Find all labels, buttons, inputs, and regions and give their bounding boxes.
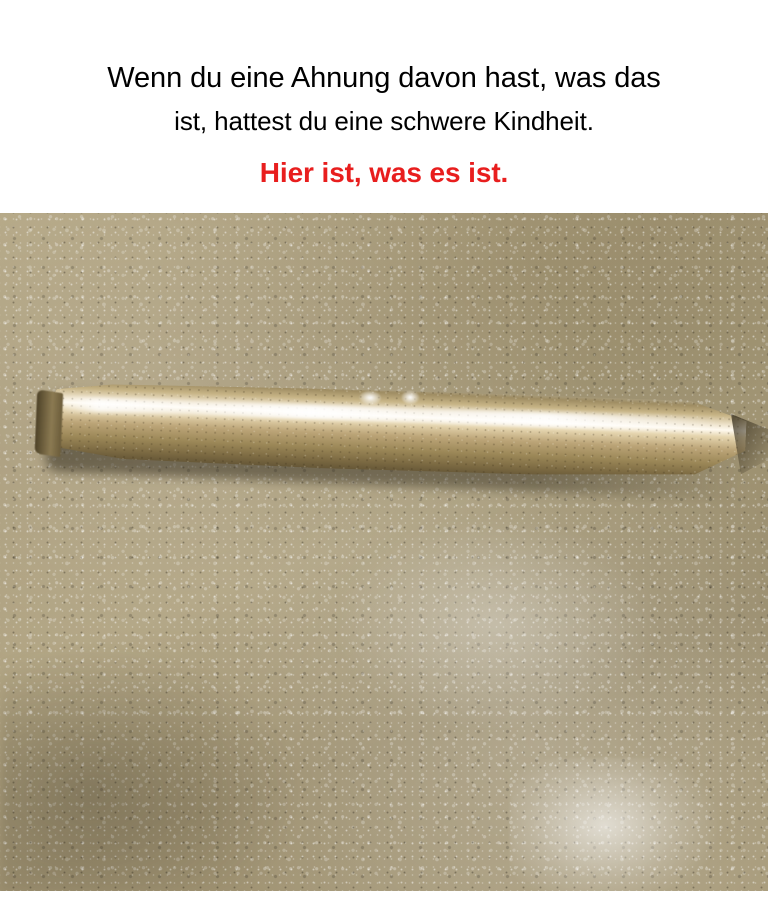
ground-highlight-patch-upper: [330, 513, 660, 733]
ground-shadow-patch: [0, 643, 300, 891]
spike-blunt-end: [35, 389, 64, 457]
ground-highlight-patch-lower: [510, 758, 720, 891]
spike-glint-2: [401, 390, 420, 405]
photo: [0, 213, 768, 891]
spike-glint-1: [359, 390, 382, 405]
caption-block: [0, 0, 768, 213]
metal-spike-object: [37, 333, 763, 523]
caption-line-highlight: Hier ist, was es ist.: [259, 157, 509, 189]
caption-line-2: ist, hattest du eine schwere Kindheit.: [174, 105, 594, 136]
caption-line-1: Wenn du eine Ahnung davon hast, was das: [107, 62, 661, 94]
